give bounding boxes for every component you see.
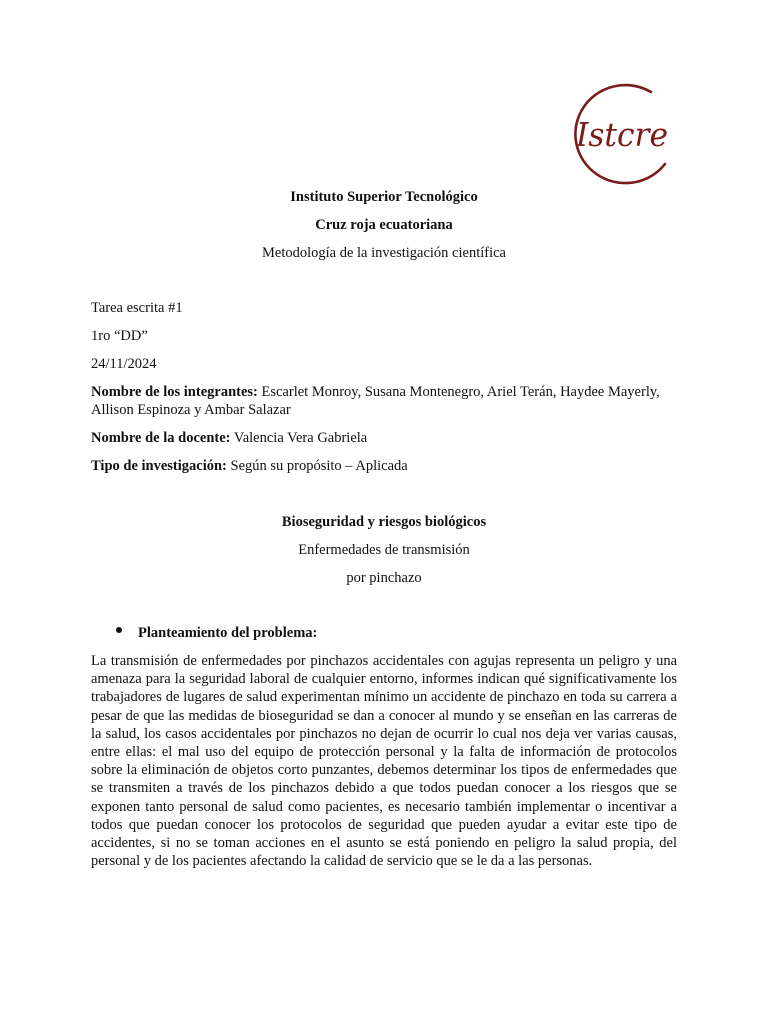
course-name: Metodología de la investigación científica bbox=[261, 245, 506, 261]
organization-name: Cruz roja ecuatoriana bbox=[315, 217, 453, 233]
institution-name: Instituto Superior Tecnológico bbox=[290, 189, 478, 205]
problem-paragraph: La transmisión de enfermedades por pinchazos accidentales con agujas representa un peligro y una amenaza para la seguridad laboral de cualquier entorno, informes indican qué significativamente los trabajadores de lugares de salud experimentan mínimo un accidente de pinchazo en toda su carrera a pesar de que las medidas de bioseguridad se dan a conocer al mundo y se enseñan en las carreras de la salud, los casos accidentales por pinchazos no dejan de ocurrir lo cual nos deja ver varias causas, entre ellas: el mal uso del equipo de protección personal y la falta de información de protocolos sobre la eliminación de objetos corto punzantes, debemos determinar los tipos de enfermedades que se transmiten a través de los pinchazos debido a que todos puedan conocer a los riesgos que se exponen tanto personal de salud como pacientes, es necesario también implementar o incentivar a todos que puedan conocer los protocolos de seguridad que pueden ayudar a evitar este tipo de accidentes, si no se toman acciones en el asunto se está poniendo en peligro la salud propia, del personal y de los pacientes afectando la calidad de servicio que se le da a las personas. bbox=[91, 653, 677, 870]
teacher-line bbox=[91, 429, 677, 447]
group-label: 1ro “DD” bbox=[91, 328, 148, 344]
istcre-logo bbox=[565, 82, 677, 188]
research-type-value: Según su propósito – Aplicada bbox=[226, 458, 408, 474]
teacher-label: Nombre de la docente: bbox=[91, 430, 231, 446]
members-line bbox=[91, 383, 677, 419]
research-type-line bbox=[91, 457, 677, 475]
topic-title: Bioseguridad y riesgos biológicos bbox=[281, 514, 487, 530]
members-label: Nombre de los integrantes: bbox=[91, 384, 258, 400]
teacher-value: Valencia Vera Gabriela bbox=[230, 430, 368, 446]
topic-subtitle-line2: por pinchazo bbox=[346, 570, 422, 586]
logo-text: Istcre bbox=[575, 115, 668, 154]
members-value: Escarlet Monroy, Susana Montenegro, Ariel Terán, Haydee Mayerly, Allison Espinoza y Ambar Salazar bbox=[91, 384, 660, 418]
date-text: 24/11/2024 bbox=[91, 356, 157, 372]
section-heading: Planteamiento del problema: bbox=[138, 625, 318, 641]
assignment-title: Tarea escrita #1 bbox=[91, 300, 183, 316]
research-type-label: Tipo de investigación: bbox=[91, 458, 227, 474]
topic-subtitle-line1: Enfermedades de transmisión bbox=[298, 542, 470, 558]
bullet-icon bbox=[116, 627, 122, 633]
